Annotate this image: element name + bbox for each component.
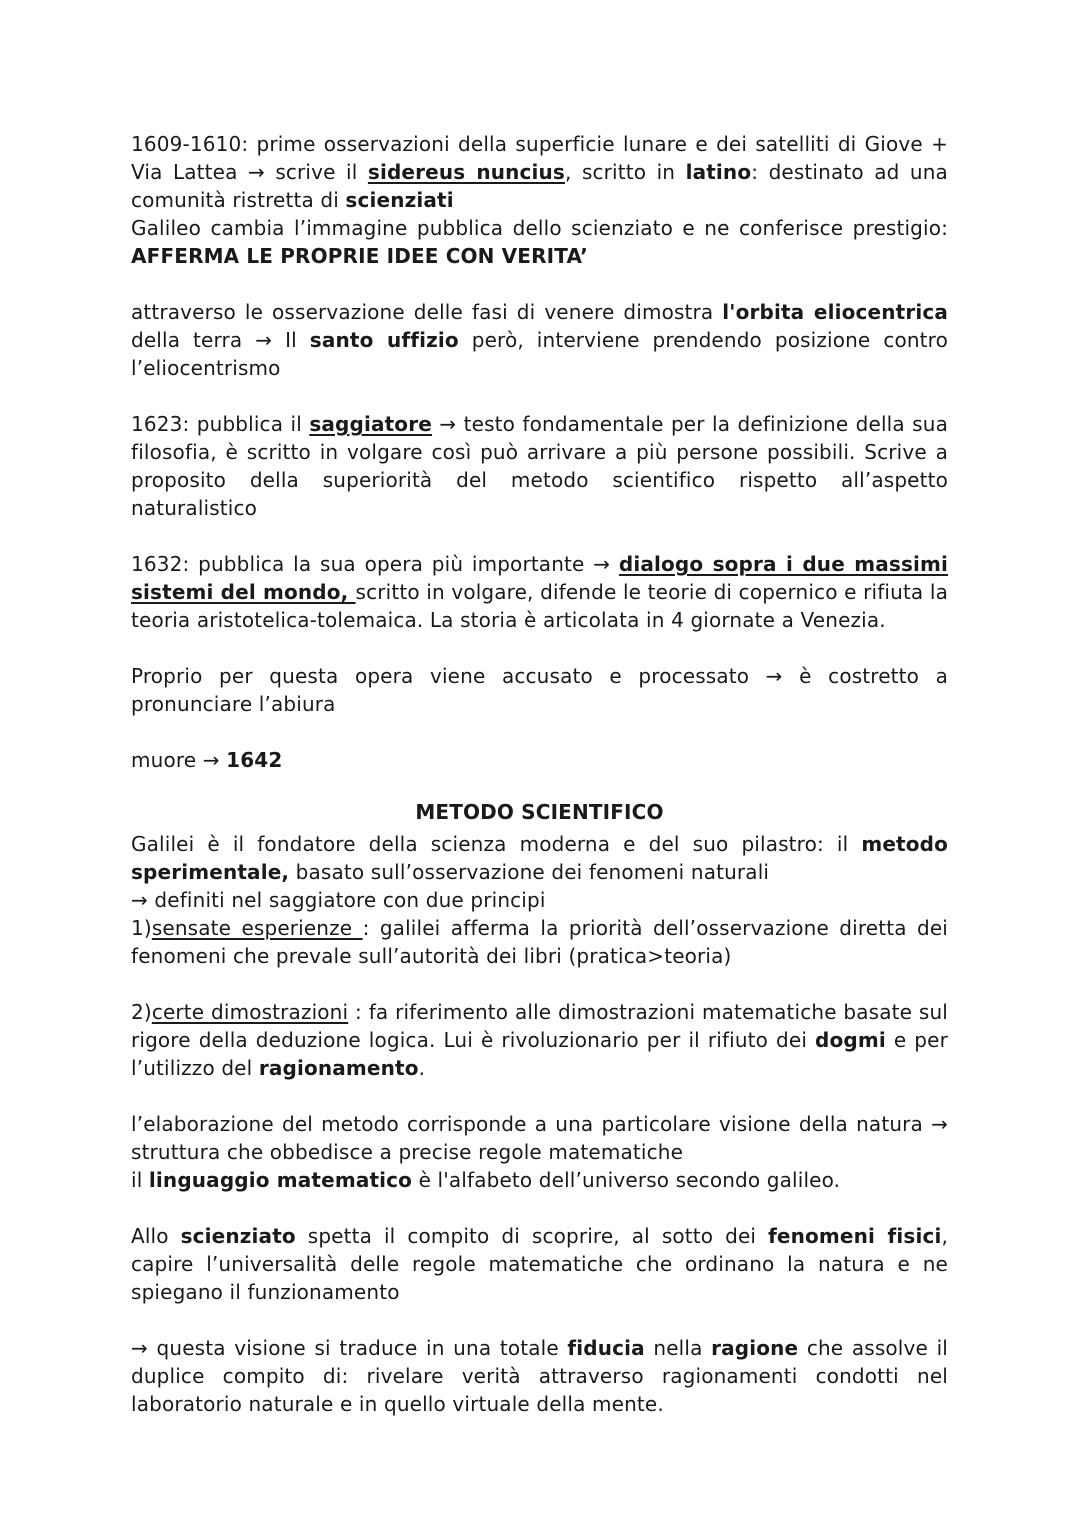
- paragraph-elaborazione: [131, 1110, 948, 1166]
- text: , scritto in: [564, 160, 686, 184]
- paragraph-eliocentrismo: [131, 298, 948, 382]
- bold-term: l'orbita eliocentrica: [722, 300, 948, 324]
- paragraph-linguaggio-matematico: [131, 1166, 948, 1194]
- bold-term: scienziato: [180, 1224, 296, 1248]
- underlined-term: sensate esperienze: [151, 916, 363, 940]
- bold-term: dogmi: [815, 1028, 886, 1052]
- text: attraverso le osservazione delle fasi di venere dimostra: [131, 300, 723, 324]
- section-heading: METODO SCIENTIFICO: [415, 800, 664, 824]
- text: Galilei è il fondatore della scienza moderna e del suo pilastro: il: [131, 832, 862, 856]
- text: che assolve il duplice compito di: rivelare verità attraverso ragionamenti condotti nel laboratorio naturale e in quello virtuale della mente.: [131, 1336, 948, 1416]
- bold-term: ragionamento: [258, 1056, 419, 1080]
- paragraph-muore: [131, 746, 948, 774]
- text: però, interviene prendendo posizione contro l’eliocentrismo: [131, 328, 948, 380]
- paragraph-metodo-sperimentale: [131, 830, 948, 886]
- paragraph-sidereus-nuncius: [131, 130, 948, 214]
- bold-underlined-term: saggiatore: [309, 412, 432, 436]
- text: scritto in volgare, difende le teorie di copernico e rifiuta la teoria aristotelica-tolemaica. La storia è articolata in 4 giornate a Venezia.: [131, 580, 948, 632]
- text: → definiti nel saggiatore con due principi: [131, 888, 546, 912]
- underlined-term: certe dimostrazioni: [151, 1000, 349, 1024]
- text: 1): [131, 916, 152, 940]
- text: → testo fondamentale per la definizione della sua filosofia, è scritto in volgare così può arrivare a più persone possibili. Scrive a proposito della superiorità del metodo scientifico rispetto all’aspetto naturalistico: [131, 412, 948, 520]
- paragraph-scienziato: [131, 1222, 948, 1306]
- text: 2): [131, 1000, 152, 1024]
- text: muore →: [131, 748, 227, 772]
- paragraph-due-principi: [131, 886, 948, 914]
- bold-statement: AFFERMA LE PROPRIE IDEE CON VERITA’: [131, 244, 589, 268]
- text: 1632: pubblica la sua opera più importante →: [131, 552, 619, 576]
- paragraph-saggiatore: [131, 410, 948, 522]
- text: spetta il compito di scoprire, al sotto dei: [295, 1224, 769, 1248]
- text: .: [418, 1056, 426, 1080]
- paragraph-sensate-esperienze: [131, 914, 948, 970]
- text: : galilei afferma la priorità dell’osservazione diretta dei fenomeni che prevale sull’autorità dei libri (pratica>teoria): [131, 916, 948, 968]
- text: l’elaborazione del metodo corrisponde a una particolare visione della natura → struttura che obbedisce a precise regole matematiche: [131, 1112, 948, 1164]
- paragraph-galileo-image: [131, 214, 948, 270]
- bold-underlined-term: dialogo sopra i due massimi sistemi del mondo,: [131, 552, 948, 604]
- text: il: [131, 1168, 149, 1192]
- bold-year: 1642: [226, 748, 283, 772]
- text: basato sull’osservazione dei fenomeni naturali: [289, 860, 770, 884]
- text: Allo: [131, 1224, 181, 1248]
- bold-term: santo uffizio: [309, 328, 459, 352]
- paragraph-dialogo: [131, 550, 948, 634]
- bold-term: linguaggio matematico: [148, 1168, 413, 1192]
- text: e per l’utilizzo del: [131, 1028, 948, 1080]
- bold-term: latino: [685, 160, 752, 184]
- text: Galileo cambia l’immagine pubblica dello scienziato e ne conferisce prestigio:: [131, 216, 948, 240]
- text: : destinato ad una comunità ristretta di: [131, 160, 948, 212]
- bold-term: scienziati: [345, 188, 454, 212]
- text: della terra → Il: [131, 328, 310, 352]
- bold-underlined-term: sidereus nuncius: [367, 160, 565, 184]
- text: 1623: pubblica il: [131, 412, 310, 436]
- text: nella: [644, 1336, 712, 1360]
- paragraph-certe-dimostrazioni: [131, 998, 948, 1082]
- text: , capire l’universalità delle regole matematiche che ordinano la natura e ne spiegano il funzionamento: [131, 1224, 949, 1304]
- bold-term: fiducia: [567, 1336, 645, 1360]
- paragraph-abiura: [131, 662, 948, 718]
- text: → questa visione si traduce in una totale: [131, 1336, 568, 1360]
- text: Proprio per questa opera viene accusato e processato → è costretto a pronunciare l’abiura: [131, 664, 948, 716]
- text: : fa riferimento alle dimostrazioni matematiche basate sul rigore della deduzione logica. Lui è rivoluzionario per il rifiuto dei: [131, 1000, 948, 1052]
- bold-term: ragione: [711, 1336, 799, 1360]
- bold-term: fenomeni fisici: [768, 1224, 942, 1248]
- text: è l'alfabeto dell’universo secondo galileo.: [412, 1168, 841, 1192]
- paragraph-fiducia-ragione: [131, 1334, 948, 1418]
- bold-term: metodo sperimentale,: [131, 832, 948, 884]
- text: 1609-1610: prime osservazioni della superficie lunare e dei satelliti di Giove + Via Lattea → scrive il: [131, 132, 948, 184]
- document-page: [131, 130, 948, 1446]
